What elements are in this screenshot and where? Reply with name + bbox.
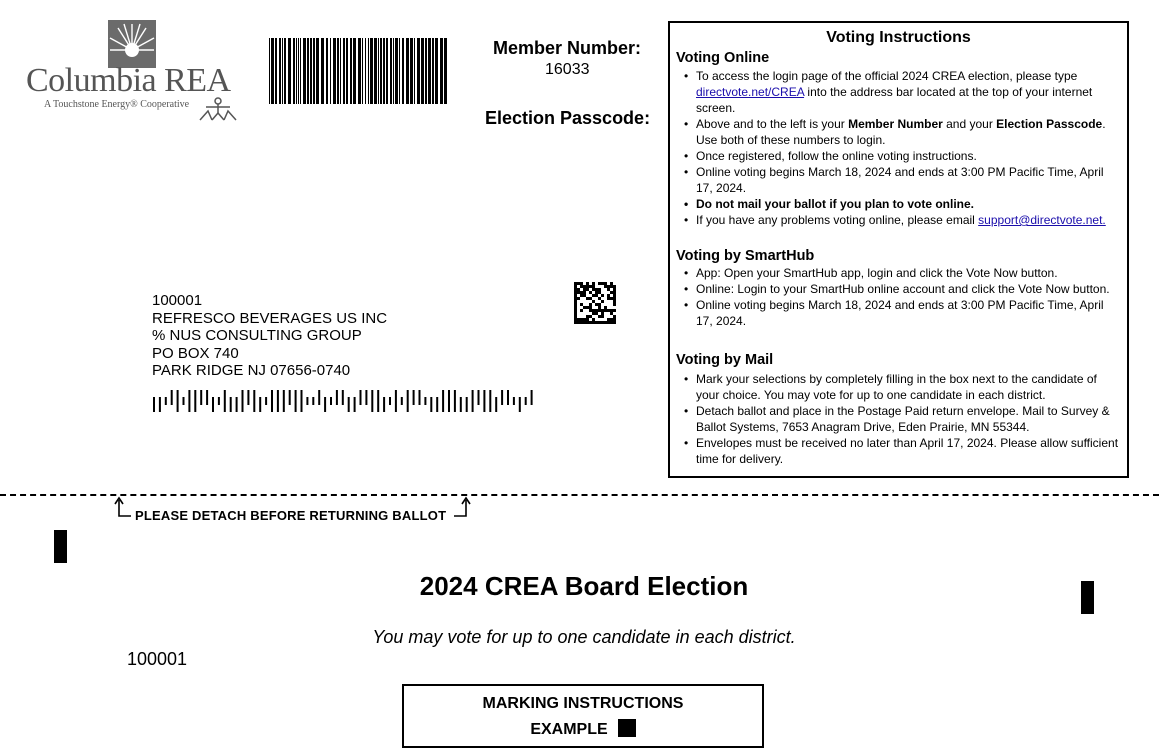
list-item: • To access the login page of the official 2024 CREA election, please type directvote.net/CREA into the address bar located at the top of your internet screen. [684, 68, 1121, 116]
detach-line [0, 494, 1159, 496]
list-item: • Do not mail your ballot if you plan to vote online. [684, 196, 1121, 212]
marking-example: EXAMPLE [404, 719, 762, 739]
list-item: • Above and to the left is your Member Number and your Election Passcode. Use both of these numbers to login. [684, 116, 1121, 148]
list-item: • Mark your selections by completely filling in the box next to the candidate of your choice. You may vote for up to one candidate in each district. [684, 371, 1121, 403]
postal-barcode [152, 390, 540, 412]
arrow-up-icon [452, 496, 472, 520]
address-id: 100001 [152, 292, 203, 309]
list-item: • Online: Login to your SmartHub online account and click the Vote Now button. [684, 281, 1121, 297]
address-care-of: % NUS CONSULTING GROUP [152, 327, 362, 344]
voting-smarthub-list [684, 265, 1121, 329]
voting-smarthub-title: Voting by SmartHub [676, 248, 815, 264]
list-item: • Detach ballot and place in the Postage Paid return envelope. Mail to Survey & Ballot Systems, 7653 Anagram Drive, Eden Prairie, MN 55344. [684, 403, 1121, 435]
directvote-link[interactable]: directvote.net/CREA [696, 85, 805, 99]
voting-mail-title: Voting by Mail [676, 352, 774, 368]
ballot-title: 2024 CREA Board Election [419, 571, 749, 601]
filled-box-icon [618, 719, 636, 737]
list-item: • Once registered, follow the online voting instructions. [684, 148, 1121, 164]
timing-mark [54, 530, 67, 563]
address-city: PARK RIDGE NJ 07656-0740 [152, 362, 351, 379]
support-email-link[interactable]: support@directvote.net. [978, 213, 1106, 227]
list-item: • Envelopes must be received no later than April 17, 2024. Please allow sufficient time for delivery. [684, 435, 1121, 467]
marking-instructions-box [402, 684, 764, 748]
barcode [268, 38, 450, 104]
election-passcode-label: Election Passcode: [485, 108, 651, 128]
address-street: PO BOX 740 [152, 344, 239, 362]
qr-code-icon [574, 282, 616, 324]
list-item: • If you have any problems voting online, please email support@directvote.net. [684, 212, 1121, 228]
marking-instructions-title: MARKING INSTRUCTIONS [482, 695, 684, 712]
list-item: • Online voting begins March 18, 2024 and ends at 3:00 PM Pacific Time, April 17, 2024. [684, 297, 1121, 329]
member-number-label: Member Number: [493, 38, 642, 58]
voting-mail-list [684, 371, 1121, 467]
list-item: • Online voting begins March 18, 2024 and ends at 3:00 PM Pacific Time, April 17, 2024. [684, 164, 1121, 196]
arrow-up-icon [113, 496, 133, 520]
logo-name: Columbia REA [26, 62, 231, 99]
list-item: • App: Open your SmartHub app, login and click the Vote Now button. [684, 265, 1121, 281]
ballot-id: 100001 [127, 649, 188, 669]
instructions-title: Voting Instructions [826, 29, 971, 46]
ballot-subtitle: You may vote for up to one candidate in each district. [372, 627, 796, 647]
voting-instructions-box [668, 21, 1129, 478]
voting-online-title: Voting Online [676, 50, 770, 66]
sunburst-logo-icon [108, 20, 156, 68]
touchstone-figure-icon [198, 95, 238, 121]
member-number-value: 16033 [545, 61, 590, 78]
logo-tagline: A Touchstone Energy® Cooperative [44, 99, 190, 110]
detach-instruction: PLEASE DETACH BEFORE RETURNING BALLOT [135, 508, 447, 523]
mailing-address [152, 292, 387, 380]
voting-online-list [684, 68, 1121, 228]
address-name: REFRESCO BEVERAGES US INC [152, 309, 388, 327]
